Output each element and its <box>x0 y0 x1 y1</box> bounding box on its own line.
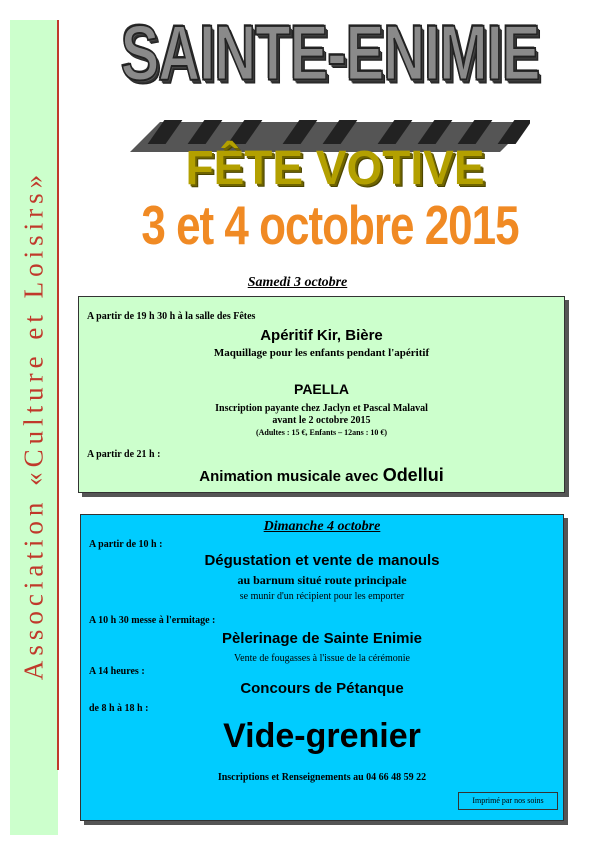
animation-prefix: Animation musicale avec <box>199 468 383 485</box>
degustation-label: Dégustation et vente de manouls <box>204 552 440 569</box>
saturday-heading: Samedi 3 octobre <box>247 275 348 290</box>
sunday-time-4: de 8 h à 18 h : <box>89 703 149 714</box>
saturday-program-box <box>78 296 565 493</box>
association-name: Association «Culture et Loisirs» <box>18 169 49 681</box>
event-subtitle: FÊTE VOTIVE <box>185 139 485 195</box>
barnum-label: au barnum situé route principale <box>237 573 407 587</box>
saturday-time-1: A partir de 19 h 30 h à la salle des Fêtes <box>87 311 256 322</box>
animation-label <box>79 465 564 486</box>
maquillage-label: Maquillage pour les enfants pendant l'apéritif <box>213 347 430 359</box>
animation-band: Odellui <box>382 465 444 485</box>
sunday-time-3: A 14 heures : <box>89 666 145 677</box>
paella-inscription: Inscription payante chez Jaclyn et Pascal Malaval <box>215 403 428 414</box>
paella-label: PAELLA <box>294 381 349 397</box>
event-date: 3 et 4 octobre 2015 <box>141 195 519 257</box>
petanque-label: Concours de Pétanque <box>240 680 404 697</box>
aperitif-label: Apéritif Kir, Bière <box>260 327 383 344</box>
paella-prices: (Adultes : 15 €, Enfants – 12ans : 10 €) <box>255 428 388 437</box>
sunday-time-1: A partir de 10 h : <box>89 539 163 550</box>
paella-deadline: avant le 2 octobre 2015 <box>272 415 371 426</box>
fougasses-note: Vente de fougasses à l'issue de la cérémonie <box>234 653 410 664</box>
sunday-time-2: A 10 h 30 messe à l'ermitage : <box>89 615 216 626</box>
printed-credit: Imprimé par nos soins <box>458 792 558 810</box>
town-title: SAINTE-ENIMIE <box>120 9 540 98</box>
vide-grenier-label: Vide-grenier <box>223 717 421 755</box>
sunday-heading: Dimanche 4 octobre <box>263 519 381 534</box>
sunday-program-box <box>80 514 564 821</box>
pelerinage-label: Pèlerinage de Sainte Enimie <box>221 630 423 647</box>
saturday-time-2: A partir de 21 h : <box>87 449 161 460</box>
recipient-note: se munir d'un récipient pour les emporter <box>239 591 405 602</box>
sidebar-rule <box>57 20 59 770</box>
contact-line: Inscriptions et Renseignements au 04 66 48 59 22 <box>217 772 427 783</box>
